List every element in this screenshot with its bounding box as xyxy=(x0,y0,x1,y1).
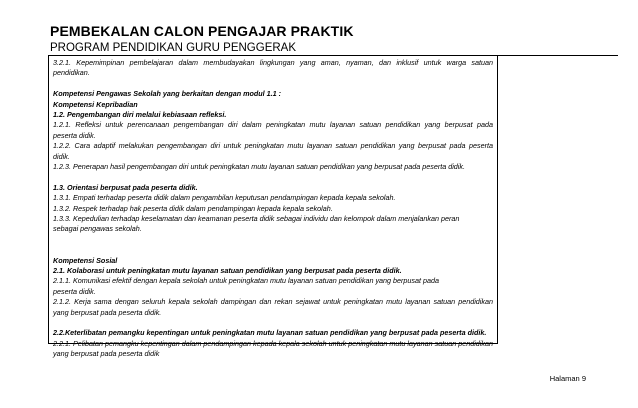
text-line: 1.2.3. Penerapan hasil pengembangan diri untuk peningkatan mutu layanan satuan pendidikan yang berpusat pada peserta didik. xyxy=(53,162,465,172)
section-heading-line: 2.2.Keterlibatan pemangku kepentingan untuk peningkatan mutu layanan satuan pendidikan yang berpusat pada peserta didik. xyxy=(53,328,487,338)
text-line: 2.2.1. Pelibatan pemangku kepentingan dalam pendampingan kepada kepala sekolah untuk peningkatan mutu layanan satuan pendidikan xyxy=(53,338,493,348)
section-heading-line: Kompetensi Sosial xyxy=(53,255,118,265)
section-heading-line: 2.1. Kolaborasi untuk peningkatan mutu layanan satuan pendidikan yang berpusat pada peserta didik. xyxy=(53,266,402,276)
section-heading-line: Kompetensi Kepribadian xyxy=(53,99,138,109)
text-line: peserta didik. xyxy=(53,286,96,296)
blank-line xyxy=(53,318,493,328)
blank-line xyxy=(53,235,493,245)
text-line: 1.3.3. Kepedulian terhadap keselamatan dan keamanan peserta didik sebagai individu dan kelompok dalam menjalankan peran xyxy=(53,214,460,224)
text-line: 1.2.1. Refleksi untuk perencanaan pengembangan diri dalam peningkatan mutu layanan satuan pendidikan yang berpusat pada xyxy=(53,120,493,130)
text-line: didik. xyxy=(53,151,70,161)
section-heading-line: Kompetensi Pengawas Sekolah yang berkaitan dengan modul 1.1 : xyxy=(53,89,282,99)
text-line: 1.3.1. Empati terhadap peserta didik dalam pengambilan keputusan pendampingan kepada kepala sekolah. xyxy=(53,193,396,203)
text-line: 1.3.2. Respek terhadap hak peserta didik dalam pendampingan kepada kepala sekolah. xyxy=(53,203,333,213)
content-table-cell xyxy=(48,55,498,359)
text-line: yang berpusat pada peserta didik xyxy=(53,349,160,359)
document-subtitle: PROGRAM PENDIDIKAN GURU PENGGERAK xyxy=(50,42,297,54)
text-line: sebagai pengawas sekolah. xyxy=(53,224,142,234)
blank-line xyxy=(53,172,493,182)
text-line: peserta didik. xyxy=(53,130,96,140)
blank-line xyxy=(53,245,493,255)
text-line: 1.2.2. Cara adaptif melakukan pengembangan diri untuk peningkatan mutu layanan satuan pendidikan yang berpusat pada peserta xyxy=(53,141,493,151)
text-line: 3.2.1. Kepemimpinan pembelajaran dalam membudayakan lingkungan yang aman, nyaman, dan inklusif untuk warga satuan xyxy=(53,58,493,67)
text-line: 2.1.2. Kerja sama dengan seluruh kepala sekolah dampingan dan rekan sejawat untuk peningkatan mutu layanan satuan pendidikan xyxy=(53,297,493,307)
text-line: pendidikan. xyxy=(53,68,90,78)
section-heading-line: 1.2. Pengembangan diri melalui kebiasaan refleksi. xyxy=(53,110,227,120)
document-title: PEMBEKALAN CALON PENGAJAR PRAKTIK xyxy=(50,23,354,39)
blank-line xyxy=(53,79,493,89)
text-line: yang berpusat pada peserta didik. xyxy=(53,307,162,317)
text-line: 2.1.1. Komunikasi efektif dengan kepala sekolah untuk peningkatan mutu layanan satuan pendidikan yang berpusat pada xyxy=(53,276,440,286)
section-heading-line: 1.3. Orientasi berpusat pada peserta didik. xyxy=(53,182,198,192)
page-number: Halaman 9 xyxy=(549,374,586,383)
